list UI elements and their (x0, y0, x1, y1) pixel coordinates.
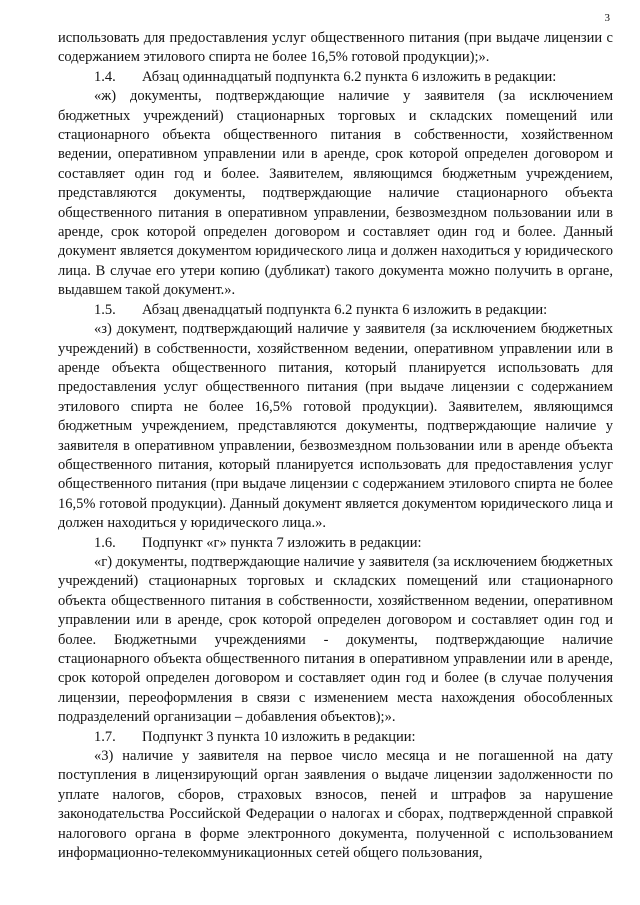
document-body (58, 29, 613, 863)
paragraph-quote-g: «г) документы, подтверждающие наличие у заявителя (за исключением бюджетных учреждений) стационарных торговых и складских помещений или стационарного объекта общественного питания в собственности, хозяйственном ведении, оперативном управлении или в аренде, срок которой определен договором и составляет один год и более. Бюджетными учреждениями - документы, подтверждающие наличие стационарного объекта общественного питания в оперативном управлении или в аренде, срок которой определен договором и составляет один год и более (в случае получения лицензии, переоформления в связи с изменением места нахождения обособленных подразделений организации – добавления объектов);». (58, 553, 613, 726)
paragraph-quote-3: «3) наличие у заявителя на первое число месяца и не погашенной на дату поступления в лицензирующий орган заявления о выдаче лицензии задолженности по уплате налогов, сборов, страховых взносов, пеней и штрафов за нарушение законодательства Российской Федерации о налогах и сборах, подтвержденной справкой налогового органа в форме электронного документа, полученной с использованием информационно-телекоммуникационных сетей общего пользования, (58, 748, 613, 862)
page-number: 3 (604, 12, 610, 24)
item-number: 1.5. (94, 301, 116, 318)
item-heading: Подпункт «г» пункта 7 изложить в редакции: (142, 534, 422, 551)
item-heading: Абзац одиннадцатый подпункта 6.2 пункта 6 изложить в редакции: (142, 68, 557, 85)
paragraph-item-1-6 (58, 534, 613, 553)
paragraph-continuation: использовать для предоставления услуг общественного питания (при выдаче лицензии с содержанием этилового спирта не более 16,5% готовой продукции);». (58, 30, 613, 66)
paragraph-item-1-7 (58, 728, 613, 747)
paragraph-item-1-4 (58, 68, 613, 87)
paragraph-quote-zh: «ж) документы, подтверждающие наличие у заявителя (за исключением бюджетных учреждений) стационарных торговых и складских помещений или стационарного объекта общественного питания в собственности, хозяйственном ведении, оперативном управлении или в аренде, срок которой определен договором и составляет один год и более. Заявителем, являющимся бюджетным учреждением, представляются документы, подтверждающие наличие стационарного объекта общественного питания в оперативном управлении, безвозмездном пользовании или в аренде, срок которой определен договором и составляет один год и более. Данный документ является документом юридического лица и должен находиться у юридического лица. В случае его утери копию (дубликат) такого документа можно получить в органе, выдавшем такой документ.». (58, 88, 613, 299)
item-number: 1.7. (94, 728, 116, 745)
paragraph-item-1-5 (58, 301, 613, 320)
item-heading: Абзац двенадцатый подпункта 6.2 пункта 6 изложить в редакции: (142, 301, 548, 318)
item-heading: Подпункт 3 пункта 10 изложить в редакции: (142, 728, 416, 745)
paragraph-quote-z: «з) документ, подтверждающий наличие у заявителя (за исключением бюджетных учреждений) в собственности, хозяйственном ведении, оперативном управлении или в аренде объекта общественного питания, который планируется использовать для предоставления услуг общественного питания (при выдаче лицензии с содержанием этилового спирта не более 16,5% готовой продукции). Заявителем, являющимся бюджетным учреждением, представляются документы, подтверждающие наличие у заявителя в оперативном управлении, безвозмездном пользовании или в аренде объекта общественного питания, который планируется использовать для предоставления услуг общественного питания (при выдаче лицензии с содержанием этилового спирта не более 16,5% готовой продукции). Данный документ является документом юридического лица и должен находиться у юридического лица.». (58, 321, 613, 532)
item-number: 1.6. (94, 534, 116, 551)
item-number: 1.4. (94, 68, 116, 85)
